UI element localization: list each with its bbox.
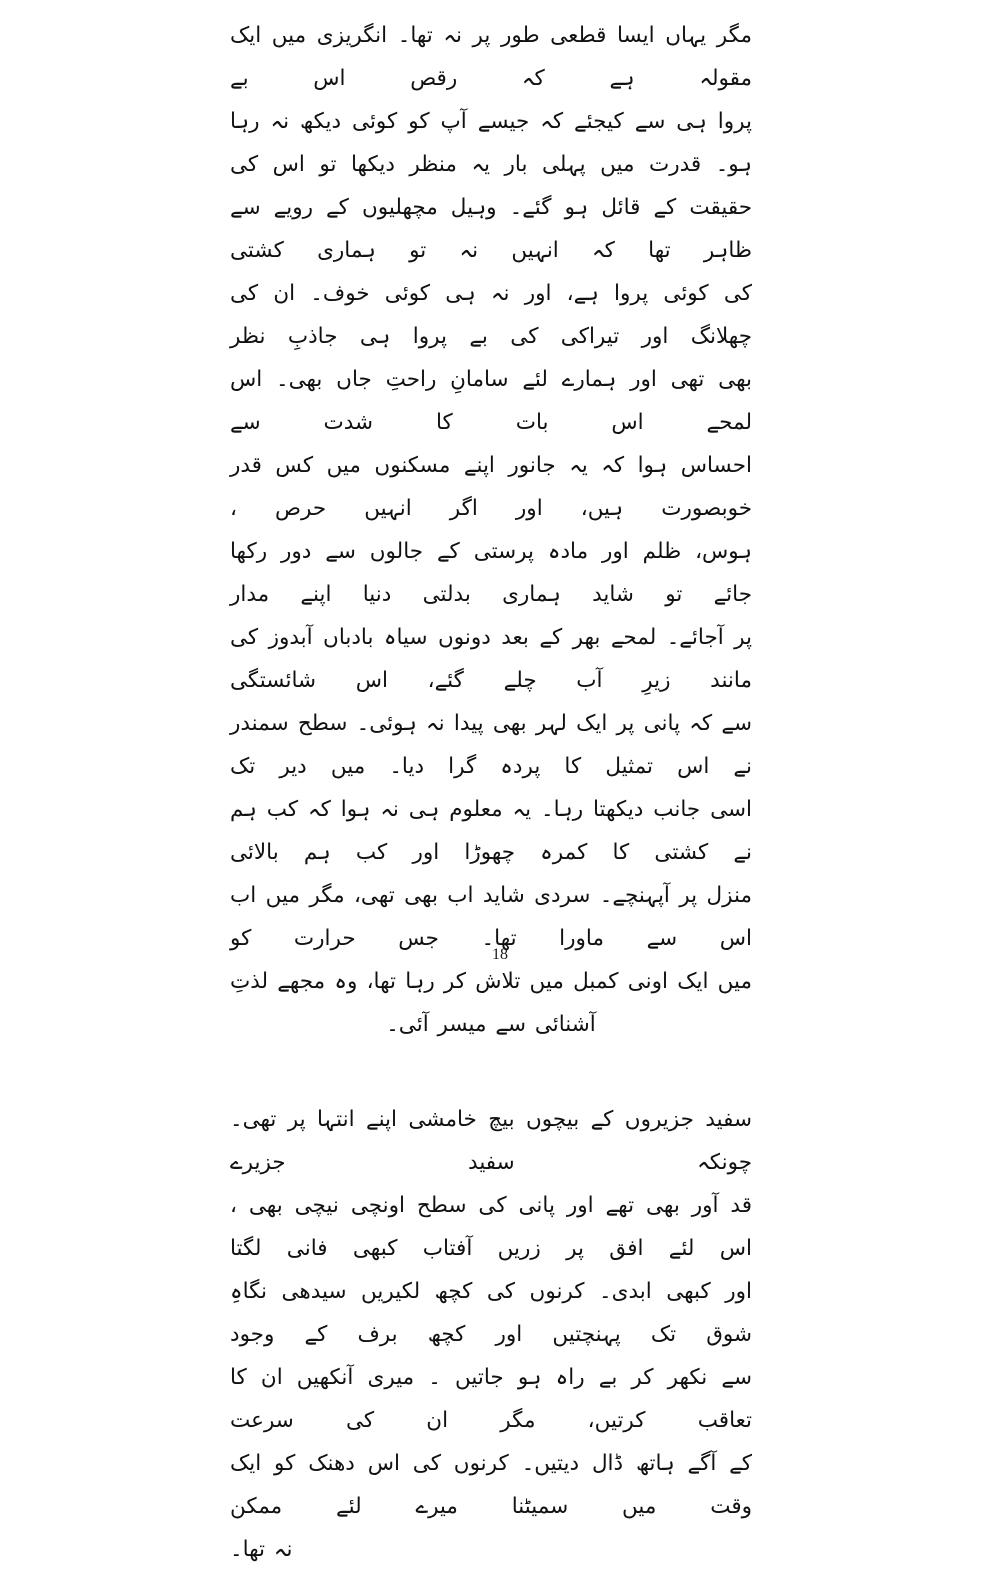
text-line: مگر یہاں ایسا قطعی طور پر نہ تھا۔ انگریزی میں ایک مقولہ ہے کہ رقص اس بے — [230, 23, 752, 91]
paragraph-1 — [230, 14, 752, 1046]
text-line: کی کوئی پروا ہے، اور نہ ہی کوئی خوف۔ ان کی چھلانگ اور تیراکی کی بے پروا ہی جاذبِ نظر — [230, 281, 752, 349]
text-line: اور کبھی ابدی۔ کرنوں کی کچھ لکیریں سیدھی نگاہِ شوق تک پہنچتیں اور کچھ برف کے وجود — [230, 1279, 752, 1347]
text-line: منزل پر آپہنچے۔ سردی شاید اب بھی تھی، مگر میں اب اس سے ماورا تھا۔ جس حرارت کو — [230, 883, 752, 951]
text-line: سفید جزیروں کے بیچوں بیچ خامشی اپنے انتہا پر تھی۔ چونکہ سفید جزیرے — [230, 1107, 752, 1175]
text-line: اسی جانب دیکھتا رہا۔ یہ معلوم ہی نہ ہوا کہ کب ہم نے کشتی کا کمرہ چھوڑا اور کب ہم بالائی — [230, 797, 752, 865]
text-line: پروا ہی سے کیجئے کہ جیسے آپ کو کوئی دیکھ نہ رہا ہو۔ قدرت میں پہلی بار یہ منظر دیکھا تو اس کی — [230, 109, 752, 177]
text-line: میں ایک اونی کمبل میں تلاش کر رہا تھا، وہ مجھے لذتِ آشنائی سے میسر آئی۔ — [230, 969, 752, 1037]
text-line: ہوس، ظلم اور مادہ پرستی کے جالوں سے دور رکھا جائے تو شاید ہماری بدلتی دنیا اپنے مدار — [230, 539, 752, 607]
text-line: قد آور بھی تھے اور پانی کی سطح اونچی نیچی بھی ، اس لئے افق پر زریں آفتاب کبھی فانی لگتا — [230, 1193, 752, 1261]
page-text-body — [230, 14, 752, 1571]
text-line: حقیقت کے قائل ہو گئے۔ وہیل مچھلیوں کے رویے سے ظاہر تھا کہ انہیں نہ تو ہماری کشتی — [230, 195, 752, 263]
text-line: پر آجائے۔ لمحے بھر کے بعد دونوں سیاہ بادباں آبدوز کی مانند زیرِ آب چلے گئے، اس شائستگی — [230, 625, 752, 693]
text-line: سے کہ پانی پر ایک لہر بھی پیدا نہ ہوئی۔ سطح سمندر نے اس تمثیل کا پردہ گرا دیا۔ میں دیر تک — [230, 711, 752, 779]
text-line: بھی تھی اور ہمارے لئے سامانِ راحتِ جاں بھی۔ اس لمحے اس بات کا شدت سے — [230, 367, 752, 435]
text-line: کے آگے ہاتھ ڈال دیتیں۔ کرنوں کی اس دھنک کو ایک وقت میں سمیٹنا میرے لئے ممکن — [230, 1451, 752, 1519]
text-line: نہ تھا۔ — [230, 1537, 293, 1562]
text-line: احساس ہوا کہ یہ جانور اپنے مسکنوں میں کس قدر خوبصورت ہیں، اور اگر انہیں حرص ، — [230, 453, 752, 521]
text-line: سے نکھر کر بے راہ ہو جاتیں ۔ میری آنکھیں ان کا تعاقب کرتیں، مگر ان کی سرعت — [230, 1365, 752, 1433]
page-number: 18 — [492, 946, 508, 963]
paragraph-2 — [230, 1098, 752, 1571]
